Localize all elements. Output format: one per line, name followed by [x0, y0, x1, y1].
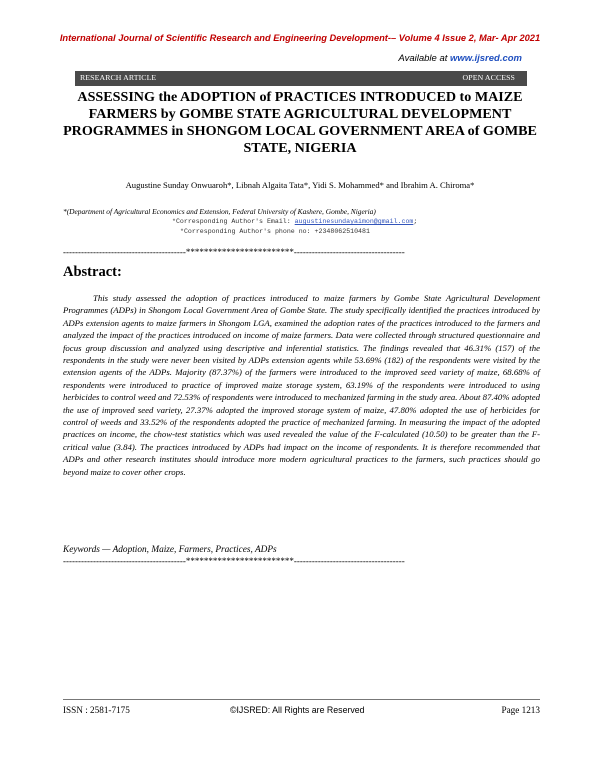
- article-type-banner: [75, 71, 527, 86]
- journal-header: International Journal of Scientific Research and Engineering Development-– Volume 4 Issue 2, Mar- Apr 2021: [59, 33, 541, 43]
- abstract-heading: Abstract:: [63, 264, 122, 280]
- journal-url-link[interactable]: www.ijsred.com: [450, 53, 522, 64]
- article-type-label: RESEARCH ARTICLE: [80, 73, 157, 82]
- abstract-body: This study assessed the adoption of practices introduced to maize farmers by Gombe State Agricultural Development Programmes (ADPs) in Shongom Local Government Area of Gombe State. The study specifically identified the practices introduced by ADPs extension agents to maize farmers in Shongom LGA, examined the adoption rates of the practices introduced to the farmers and analyzed the impact of the practices introduced on income of maize farmers. Data were collected through structured questionnaire and focus group discussion and analyzed using descriptive and inferential statistics. The findings revealed that 46.31% (157) of the respondents in the study were never been visited by ADPs extension agents while 53.69% (182) of the respondents were visited by the extension agents of the ADPs. Majority (87.37%) of the farmers were introduced to the improved seed variety of maize, 68.68% of respondents were introduced to practice of improved maize storage system, 63.19% of the respondents were introduced to using herbicides to control weed and 72.53% of respondents were introduced to mechanized farming in the study area. About 87.40% adopted the use of improved seed variety, 27.37% adopted the improved storage system of maize, 47.80% adopted the use of herbicides for control of weeds and 33.52% of the respondents adopted the practice of mechanized farming. In measuring the impact of the adopted practices on income, the chow-test statistics which was used revealed the value of the F-calculated (10.50) to be greater than the F-critical value (3.84). The practices introduced by ADPs had impact on the income of respondents. It is therefore recommended that ADPs and other research institutes should introduce more modern agricultural practices to the farmers, such practices should go beyond maize to cover other crops.: [63, 293, 540, 477]
- top-separator: -----------------------------------------************************-------------------------------------: [63, 247, 405, 257]
- keywords: Keywords — Adoption, Maize, Farmers, Practices, ADPs: [63, 545, 277, 555]
- footer-divider: [63, 699, 540, 700]
- footer-issn: ISSN : 2581-7175: [63, 705, 130, 715]
- author-list: Augustine Sunday Onwuaroh*, Libnah Algaita Tata*, Yidi S. Mohammed* and Ibrahim A. Chiroma*: [125, 180, 475, 190]
- email-label: *Corresponding Author's Email:: [172, 218, 295, 225]
- corresponding-email-line: [172, 218, 417, 225]
- availability-line: [398, 53, 522, 64]
- available-prefix: Available at: [398, 53, 451, 64]
- access-type-label: OPEN ACCESS: [462, 73, 515, 82]
- footer-page-number: Page 1213: [501, 705, 540, 715]
- footer-rights: ©IJSRED: All Rights are Reserved: [230, 705, 365, 715]
- affiliation: *(Department of Agricultural Economics and Extension, Federal University of Kashere, Gombe, Nigeria): [63, 207, 376, 216]
- bottom-separator: -----------------------------------------************************-------------------------------------: [63, 556, 405, 566]
- paper-title: ASSESSING the ADOPTION of PRACTICES INTRODUCED to MAIZE FARMERS by GOMBE STATE AGRICULTURAL DEVELOPMENT PROGRAMMES in SHONGOM LOCAL GOVERNMENT AREA of GOMBE STATE, NIGERIA: [63, 89, 537, 156]
- corresponding-email-link[interactable]: augustinesundayaimon@gmail.com: [294, 218, 414, 225]
- corresponding-phone-line: *Corresponding Author's phone no: +2348062510481: [180, 228, 370, 235]
- email-suffix: ;: [413, 218, 418, 225]
